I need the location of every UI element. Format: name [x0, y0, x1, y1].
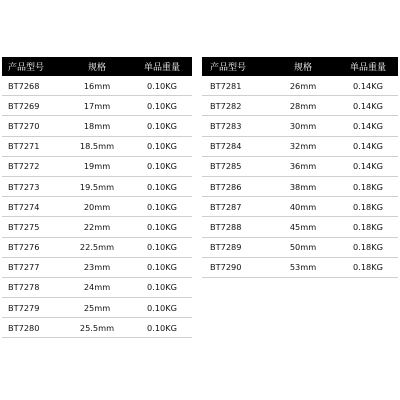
cell-weight: 0.14KG	[353, 80, 383, 91]
cell-spec: 30mm	[289, 120, 317, 131]
table-row	[2, 258, 192, 278]
cell-model: BT7282	[210, 100, 242, 111]
cell-spec: 16mm	[83, 80, 111, 91]
cell-weight: 0.10KG	[147, 221, 177, 232]
cell-weight: 0.18KG	[353, 262, 383, 273]
cell-spec: 45mm	[289, 221, 317, 232]
cell-model: BT7275	[8, 221, 40, 232]
cell-spec: 25.5mm	[79, 322, 115, 333]
cell-spec: 26mm	[289, 80, 317, 91]
table-row	[202, 217, 398, 237]
header-model: 产品型号	[8, 63, 45, 73]
cell-spec: 24mm	[83, 282, 111, 293]
cell-model: BT7271	[8, 141, 40, 152]
cell-weight: 0.10KG	[147, 100, 177, 111]
cell-model: BT7286	[210, 181, 242, 192]
cell-weight: 0.10KG	[147, 80, 177, 91]
cell-weight: 0.10KG	[147, 201, 177, 212]
spec-table-left	[2, 57, 192, 338]
cell-spec: 19mm	[83, 161, 111, 172]
cell-model: BT7283	[210, 120, 242, 131]
table-row	[202, 157, 398, 177]
cell-weight: 0.18KG	[353, 181, 383, 192]
header-model: 产品型号	[210, 63, 247, 73]
cell-spec: 28mm	[289, 100, 317, 111]
cell-weight: 0.10KG	[147, 282, 177, 293]
cell-weight: 0.18KG	[353, 242, 383, 253]
cell-model: BT7274	[8, 201, 40, 212]
table-row	[2, 116, 192, 136]
cell-spec: 32mm	[289, 141, 317, 152]
cell-model: BT7270	[8, 120, 40, 131]
table-row	[202, 137, 398, 157]
cell-spec: 18mm	[83, 120, 111, 131]
cell-spec: 38mm	[289, 181, 317, 192]
cell-spec: 19.5mm	[79, 181, 115, 192]
table-row	[202, 96, 398, 116]
cell-weight: 0.14KG	[353, 141, 383, 152]
cell-model: BT7278	[8, 282, 40, 293]
cell-spec: 53mm	[289, 262, 317, 273]
cell-spec: 20mm	[83, 201, 111, 212]
cell-weight: 0.14KG	[353, 120, 383, 131]
cell-weight: 0.10KG	[147, 181, 177, 192]
cell-weight: 0.18KG	[353, 221, 383, 232]
cell-model: BT7269	[8, 100, 40, 111]
cell-model: BT7288	[210, 221, 242, 232]
cell-model: BT7280	[8, 322, 40, 333]
header-spec: 规格	[293, 63, 312, 73]
cell-weight: 0.14KG	[353, 100, 383, 111]
table-row	[2, 238, 192, 258]
cell-model: BT7277	[8, 262, 40, 273]
spec-table-right	[202, 57, 398, 278]
table-row	[2, 217, 192, 237]
header-weight: 单品重量	[143, 63, 180, 73]
table-row	[2, 137, 192, 157]
cell-spec: 36mm	[289, 161, 317, 172]
cell-model: BT7272	[8, 161, 40, 172]
cell-model: BT7276	[8, 242, 40, 253]
table-row	[202, 258, 398, 278]
cell-model: BT7287	[210, 201, 242, 212]
cell-model: BT7281	[210, 80, 242, 91]
table-row	[2, 278, 192, 298]
cell-model: BT7285	[210, 161, 242, 172]
cell-weight: 0.10KG	[147, 242, 177, 253]
cell-weight: 0.18KG	[353, 201, 383, 212]
table-row	[2, 298, 192, 318]
cell-model: BT7284	[210, 141, 242, 152]
cell-spec: 17mm	[83, 100, 111, 111]
cell-weight: 0.10KG	[147, 120, 177, 131]
cell-spec: 23mm	[83, 262, 111, 273]
cell-spec: 40mm	[289, 201, 317, 212]
header-spec: 规格	[87, 63, 106, 73]
cell-model: BT7268	[8, 80, 40, 91]
cell-model: BT7290	[210, 262, 242, 273]
table-row	[2, 76, 192, 96]
cell-spec: 22mm	[83, 221, 111, 232]
cell-spec: 25mm	[83, 302, 111, 313]
table-row	[202, 116, 398, 136]
cell-model: BT7289	[210, 242, 242, 253]
cell-weight: 0.14KG	[353, 161, 383, 172]
table-row	[2, 197, 192, 217]
cell-spec: 50mm	[289, 242, 317, 253]
cell-spec: 22.5mm	[79, 242, 115, 253]
table-row	[2, 177, 192, 197]
cell-model: BT7279	[8, 302, 40, 313]
cell-spec: 18.5mm	[79, 141, 115, 152]
table-row	[202, 76, 398, 96]
header-weight: 单品重量	[349, 63, 386, 73]
table-row	[2, 96, 192, 116]
table-row	[2, 318, 192, 338]
cell-weight: 0.10KG	[147, 161, 177, 172]
table-row	[202, 238, 398, 258]
cell-weight: 0.10KG	[147, 262, 177, 273]
cell-weight: 0.10KG	[147, 141, 177, 152]
table-row	[2, 157, 192, 177]
table-row	[202, 177, 398, 197]
cell-model: BT7273	[8, 181, 40, 192]
table-header	[2, 57, 192, 76]
cell-weight: 0.10KG	[147, 302, 177, 313]
table-row	[202, 197, 398, 217]
cell-weight: 0.10KG	[147, 322, 177, 333]
table-header	[202, 57, 398, 76]
